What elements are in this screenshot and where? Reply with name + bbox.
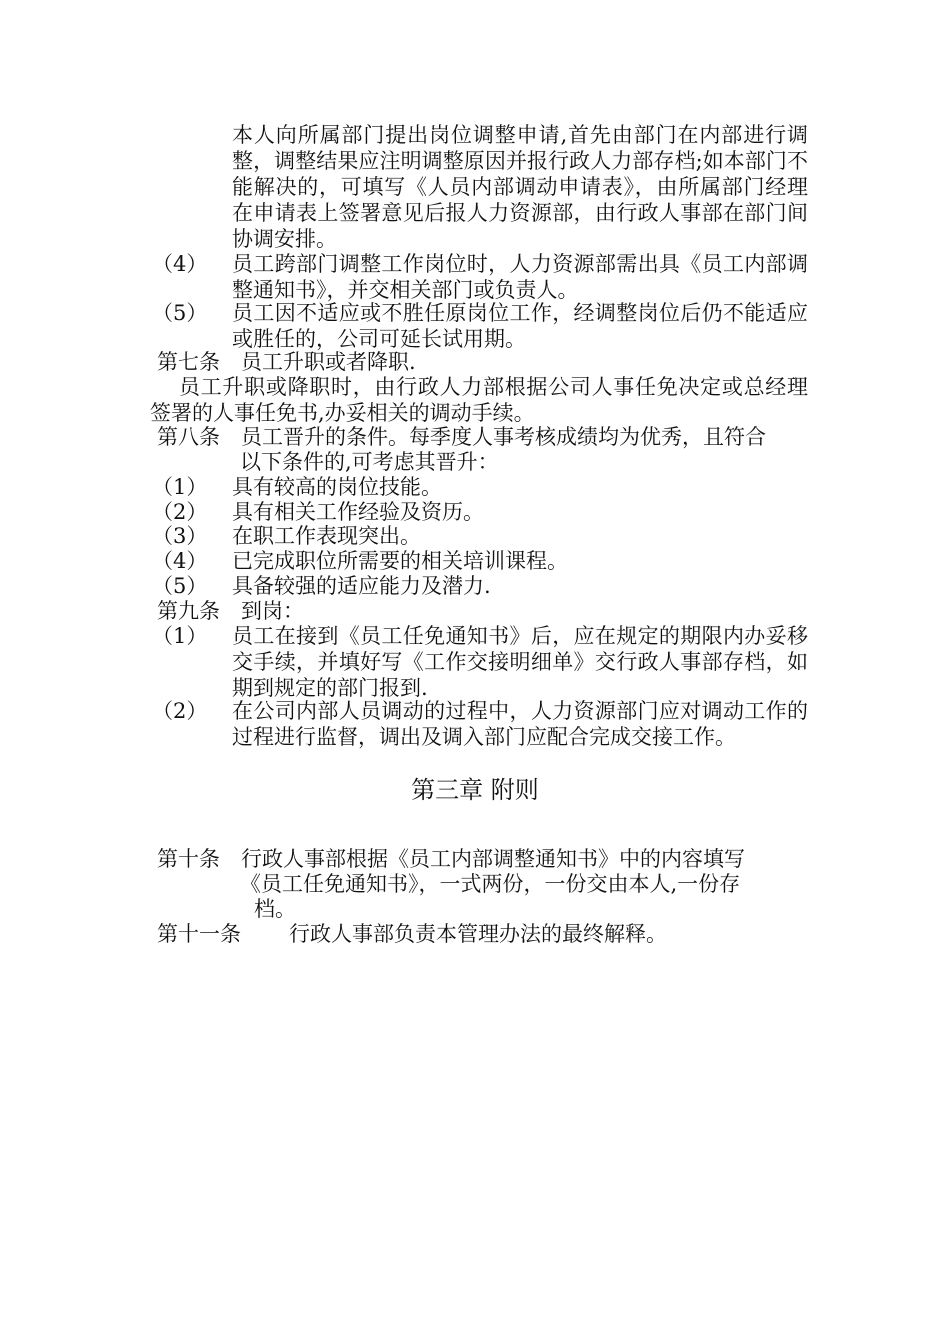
article-11-body: 行政人事部负责本管理办法的最终解释。 [289,922,667,946]
article-7-title: 第七条 员工升职或者降职. [157,350,416,374]
list-item-text: 员工因不适应或不胜任原岗位工作，经调整岗位后仍不能适应或胜任的，公司可延长试用期。 [232,301,808,351]
list-item-text: 员工跨部门调整工作岗位时，人力资源部需出具《员工内部调整通知书》，并交相关部门或负责人。 [232,252,808,302]
article-10-line1: 第十条 行政人事部根据《员工内部调整通知书》中的内容填写 [157,847,745,871]
list-item-number: （4） [152,549,208,573]
list-item-number: （1） [152,624,208,648]
article-9-title: 第九条 到岗： [157,599,304,623]
list-item-number: （3） [152,524,208,548]
article-10-line3: 档。 [254,897,296,921]
list-item-text: 在职工作表现突出。 [232,524,421,548]
chapter-heading: 第三章 附则 [411,776,539,804]
article-8-line1: 第八条 员工晋升的条件。每季度人事考核成绩均为优秀，且符合 [157,425,766,449]
list-item-text: 在公司内部人员调动的过程中，人力资源部门应对调动工作的过程进行监督，调出及调入部门应配合完成交接工作。 [232,699,808,749]
list-item-number: （4） [152,252,208,276]
list-item-number: （5） [152,301,208,325]
list-item-text: 已完成职位所需要的相关培训课程。 [232,549,568,573]
list-item-number: （5） [152,574,208,598]
list-item-text: 具备较强的适应能力及潜力. [232,574,491,598]
list-item-number: （2） [152,699,208,723]
article-11-title: 第十一条 [157,922,241,946]
list-item-number: （1） [152,475,208,499]
list-item-text: 具有相关工作经验及资历。 [232,500,484,524]
article-7-body: 员工升职或降职时，由行政人力部根据公司人事任免决定或总经理签署的人事任免书,办妥相关的调动手续。 [150,375,808,425]
list-item-text: 具有较高的岗位技能。 [232,475,442,499]
article-10-line2: 《员工任免通知书》，一式两份，一份交由本人,一份存 [240,872,741,896]
article-8-line2: 以下条件的,可考虑其晋升： [240,450,499,474]
list-item-number: （2） [152,500,208,524]
continuation-paragraph: 本人向所属部门提出岗位调整申请,首先由部门在内部进行调整，调整结果应注明调整原因并报行政人力部存档;如本部门不能解决的，可填写《人员内部调动申请表》，由所属部门经理在申请表上签署意见后报人力资源部，由行政人事部在部门间协调安排。 [232,123,808,251]
list-item-text: 员工在接到《员工任免通知书》后，应在规定的期限内办妥移交手续，并填好写《工作交接明细单》交行政人事部存档，如期到规定的部门报到. [232,624,808,700]
